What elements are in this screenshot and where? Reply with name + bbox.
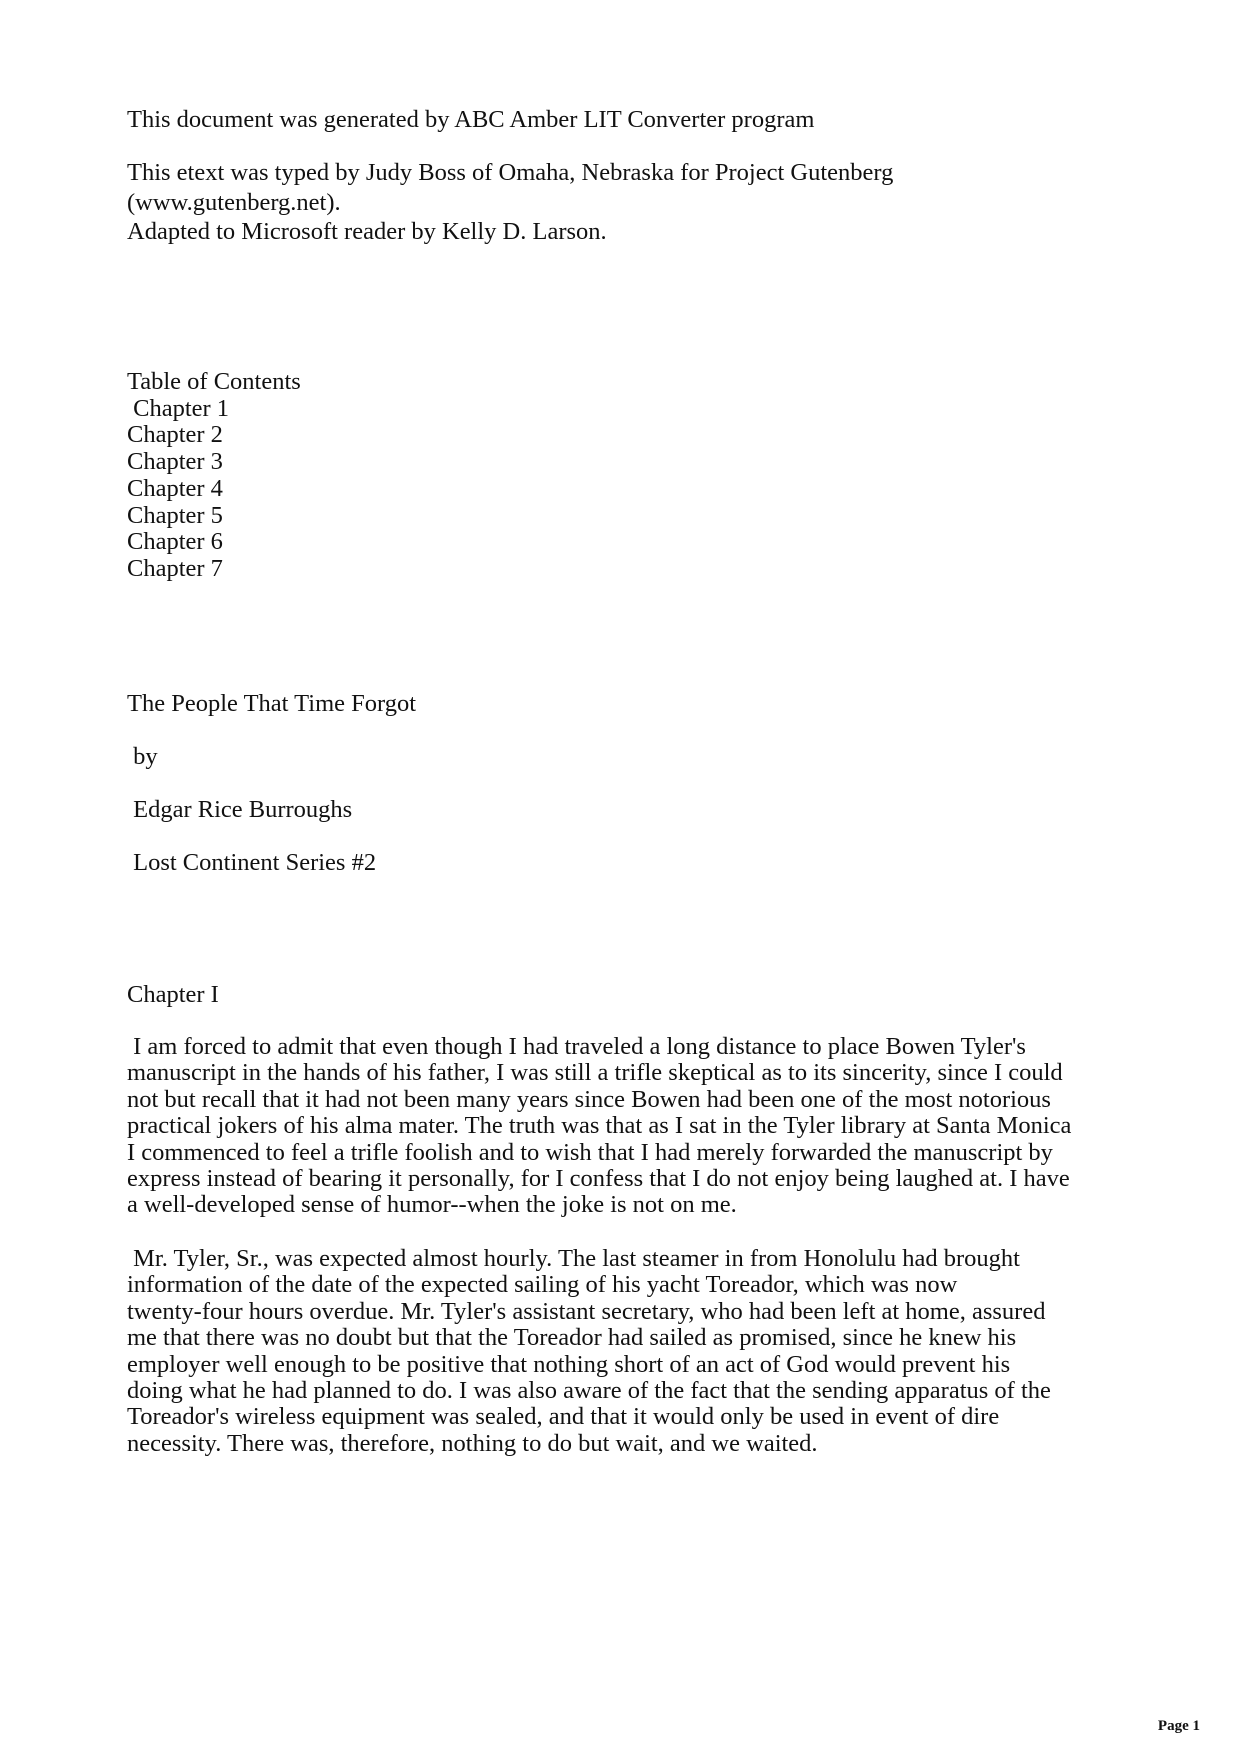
toc-item-chapter-6[interactable]: Chapter 6	[127, 528, 223, 556]
credit-line: This etext was typed by Judy Boss of Omaha, Nebraska for Project Gutenberg	[127, 159, 894, 186]
toc-title: Table of Contents	[127, 368, 301, 395]
credit-line: Adapted to Microsoft reader by Kelly D. Larson.	[127, 218, 607, 245]
book-title-block	[127, 689, 1117, 719]
author-line	[127, 795, 1117, 825]
page-number: Page 1	[1157, 1718, 1200, 1734]
series-line	[127, 848, 1117, 878]
paragraph-line: manuscript in the hands of his father, I was still a trifle skeptical as to its sincerity, since I could	[127, 1059, 1063, 1087]
toc-item-chapter-5[interactable]: Chapter 5	[127, 501, 223, 529]
paragraph-line: a well-developed sense of humor--when the joke is not on me.	[127, 1191, 737, 1219]
toc-item-chapter-3[interactable]: Chapter 3	[127, 448, 223, 476]
paragraph-line: I commenced to feel a trifle foolish and to wish that I had merely forwarded the manuscript by	[127, 1138, 1053, 1166]
paragraph-line: employer well enough to be positive that nothing short of an act of God would prevent his	[127, 1350, 1011, 1378]
chapter-paragraph-2	[127, 1246, 1117, 1457]
paragraph-line: Mr. Tyler, Sr., was expected almost hourly. The last steamer in from Honolulu had brought	[127, 1245, 1020, 1272]
paragraph-line: Toreador's wireless equipment was sealed, and that it would only be used in event of dire	[127, 1403, 1000, 1431]
credit-line: (www.gutenberg.net).	[127, 188, 341, 216]
paragraph-line: not but recall that it had not been many years since Bowen had been one of the most notorious	[127, 1085, 1051, 1113]
series-name: Lost Continent Series #2	[127, 849, 377, 876]
toc-item-chapter-7[interactable]: Chapter 7	[127, 554, 223, 582]
credits-block	[127, 158, 1117, 247]
byline	[127, 742, 1117, 772]
chapter-heading-block	[127, 980, 1117, 1010]
generator-note	[127, 105, 1117, 135]
toc-item-chapter-4[interactable]: Chapter 4	[127, 474, 223, 502]
book-title: The People That Time Forgot	[127, 690, 417, 717]
paragraph-line: necessity. There was, therefore, nothing to do but wait, and we waited.	[127, 1429, 818, 1457]
paragraph-line: express instead of bearing it personally, for I confess that I do not enjoy being laughed at. I have	[127, 1165, 1070, 1193]
chapter-heading: Chapter I	[127, 981, 219, 1008]
paragraph-line: doing what he had planned to do. I was also aware of the fact that the sending apparatus of the	[127, 1377, 1051, 1405]
generator-line: This document was generated by ABC Amber LIT Converter program	[127, 106, 815, 133]
paragraph-line: twenty-four hours overdue. Mr. Tyler's assistant secretary, who had been left at home, assured	[127, 1297, 1046, 1325]
toc-item-chapter-1[interactable]: Chapter 1	[127, 394, 230, 422]
by-label: by	[127, 743, 158, 770]
toc-item-chapter-2[interactable]: Chapter 2	[127, 421, 223, 449]
paragraph-line: information of the date of the expected sailing of his yacht Toreador, which was now	[127, 1271, 958, 1299]
table-of-contents	[127, 369, 1117, 583]
chapter-paragraph-1	[127, 1034, 1117, 1219]
paragraph-line: me that there was no doubt but that the Toreador had sailed as promised, since he knew his	[127, 1324, 1017, 1352]
author-name: Edgar Rice Burroughs	[127, 796, 353, 823]
paragraph-line: practical jokers of his alma mater. The truth was that as I sat in the Tyler library at Santa Monica	[127, 1112, 1072, 1140]
paragraph-line: I am forced to admit that even though I had traveled a long distance to place Bowen Tyler's	[127, 1033, 1026, 1060]
